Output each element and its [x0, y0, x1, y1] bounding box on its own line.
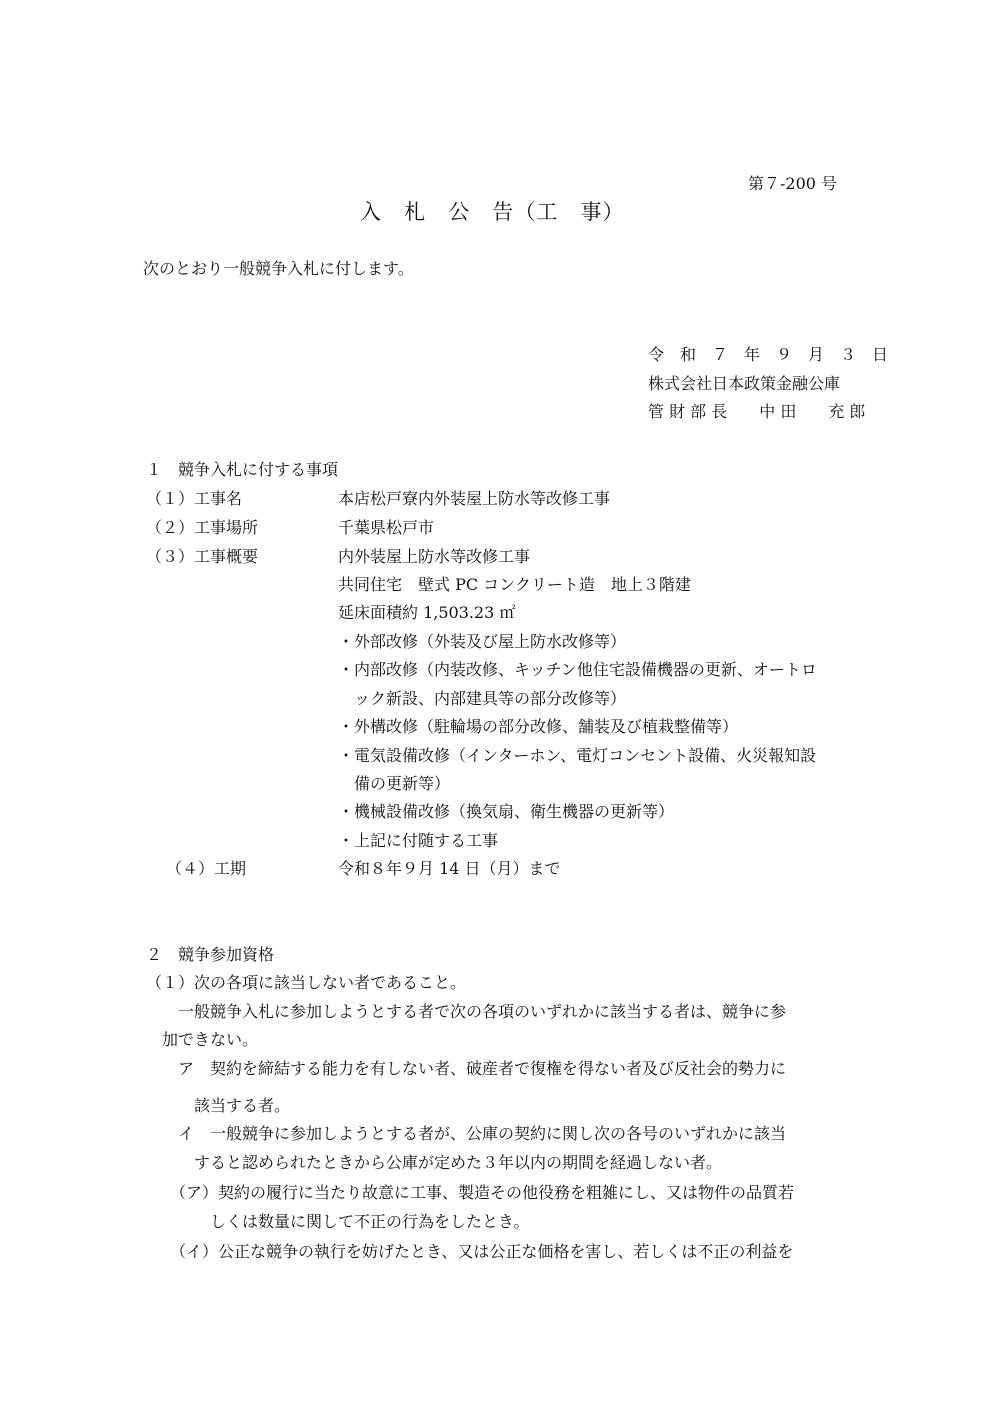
qualification-line: 一般競争入札に参加しようとする者で次の各項のいずれかに該当する者は、競争に参	[146, 1002, 787, 1021]
qualification-line: 該当する者。	[146, 1096, 291, 1115]
document-title: 入 札 公 告（工 事）	[360, 200, 625, 224]
item-value-location: 千葉県松戸市	[338, 518, 435, 537]
signature-company: 株式会社日本政策金融公庫	[648, 374, 841, 393]
overview-line: ・内部改修（内装改修、キッチン他住宅設備機器の更新、オートロ	[338, 660, 817, 679]
section-1-heading: １ 競争入札に付する事項	[146, 460, 339, 479]
overview-line: ・機械設備改修（換気扇、衛生機器の更新等）	[338, 802, 675, 821]
item-label-overview: （３）工事概要	[146, 547, 259, 566]
overview-line: 共同住宅 壁式 PC コンクリート造 地上３階建	[338, 575, 691, 594]
qualification-line: すると認められたときから公庫が定めた３年以内の期間を経過しない者。	[146, 1153, 723, 1172]
overview-line: 延床面積約 1,503.23 ㎡	[338, 603, 516, 622]
overview-line: ・外構改修（駐輪場の部分改修、舗装及び植栽整備等）	[338, 717, 739, 736]
item-value-overview: 内外装屋上防水等改修工事	[338, 547, 531, 566]
intro-text: 次のとおり一般競争入札に付します。	[143, 259, 414, 278]
overview-line: ・外部改修（外装及び屋上防水改修等）	[338, 632, 627, 651]
qualification-line: （１）次の各項に該当しない者であること。	[146, 973, 467, 992]
overview-line: ・上記に付随する工事	[338, 831, 499, 850]
qualification-line: 加できない。	[146, 1030, 259, 1049]
overview-line: ・電気設備改修（インターホン、電灯コンセント設備、火災報知設	[338, 746, 817, 765]
signature-person: 管 財 部 長 中 田 充 郎	[648, 402, 866, 421]
item-value-name: 本店松戸寮内外装屋上防水等改修工事	[338, 489, 611, 508]
qualification-line: しくは数量に関して不正の行為をしたとき。	[146, 1212, 530, 1231]
signature-date: 令 和 ７ 年 ９ 月 ３ 日	[648, 345, 889, 364]
overview-line: 備の更新等）	[338, 774, 451, 793]
qualification-line: ア 契約を締結する能力を有しない者、破産者で復権を得ない者及び反社会的勢力に	[146, 1059, 787, 1078]
item-value-period: 令和８年９月 14 日（月）まで	[338, 859, 561, 878]
section-2-heading: ２ 競争参加資格	[146, 945, 275, 964]
qualification-line: （ア）契約の履行に当たり故意に工事、製造その他役務を粗雑にし、又は物件の品質若	[146, 1183, 795, 1202]
item-label-name: （１）工事名	[146, 489, 243, 508]
document-number: 第７-200 号	[748, 174, 838, 193]
overview-line: ック新設、内部建具等の部分改修等）	[338, 689, 627, 708]
qualification-line: イ 一般競争に参加しようとする者が、公庫の契約に関し次の各号のいずれかに該当	[146, 1124, 787, 1143]
qualification-line: （イ）公正な競争の執行を妨げたとき、又は公正な価格を害し、若しくは不正の利益を	[146, 1242, 794, 1261]
item-label-period: （４）工期	[166, 859, 247, 878]
item-label-location: （２）工事場所	[146, 518, 259, 537]
